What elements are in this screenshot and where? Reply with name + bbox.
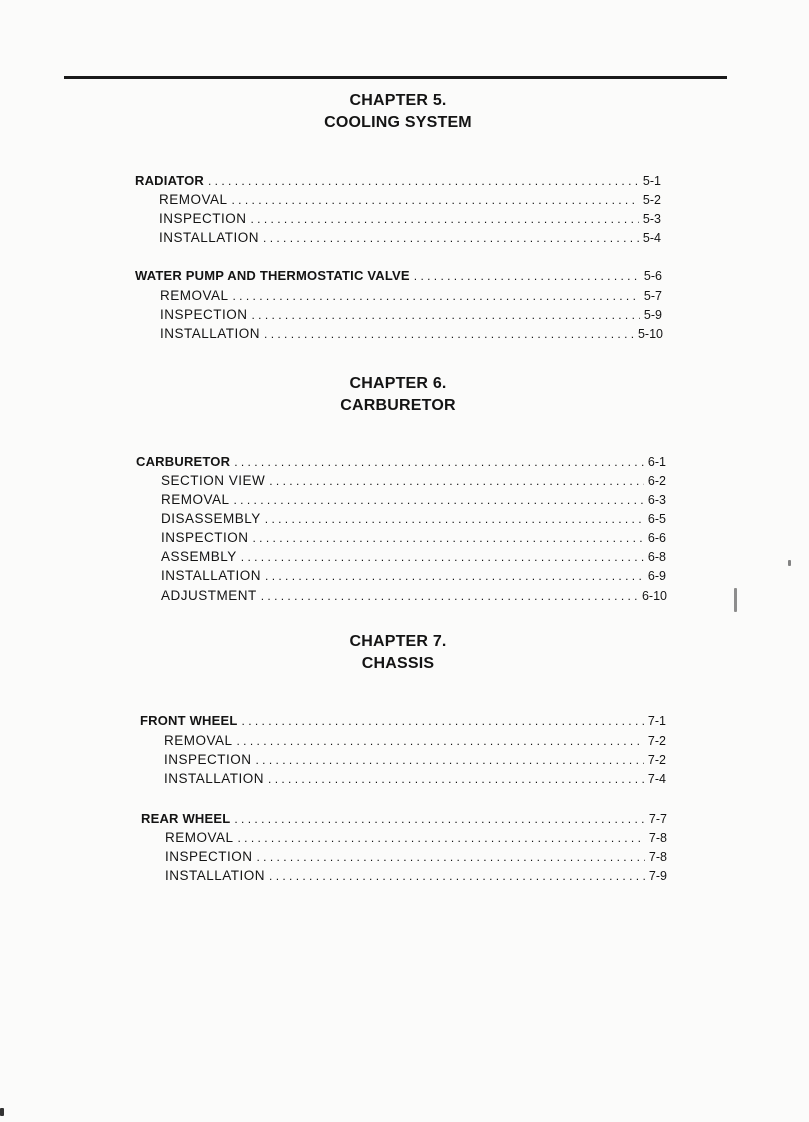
dot-leader xyxy=(251,210,639,228)
item-label: REMOVAL xyxy=(159,192,228,207)
item-label: INSPECTION xyxy=(165,849,253,864)
dot-leader xyxy=(264,325,634,343)
toc-item[interactable] xyxy=(161,587,667,605)
page-number: 6-9 xyxy=(647,569,666,583)
header-rule xyxy=(64,76,727,79)
toc-section-front-wheel[interactable] xyxy=(140,712,666,730)
page-number: 6-8 xyxy=(647,550,666,564)
toc-item[interactable] xyxy=(159,229,661,247)
dot-leader xyxy=(238,829,645,847)
page-number: 6-6 xyxy=(647,531,666,545)
dot-leader xyxy=(265,567,644,585)
item-label: INSTALLATION xyxy=(159,230,260,245)
item-label: INSTALLATION xyxy=(165,868,266,883)
toc-item[interactable] xyxy=(160,287,662,305)
toc-item[interactable] xyxy=(161,472,666,490)
toc-item[interactable] xyxy=(160,325,663,343)
page-number: 6-2 xyxy=(647,474,666,488)
scan-speck xyxy=(788,560,791,566)
chapter-5-title xyxy=(278,90,518,134)
page-number: 5-10 xyxy=(637,327,663,341)
section-label: WATER PUMP AND THERMOSTATIC VALVE xyxy=(135,268,410,283)
dot-leader xyxy=(208,172,639,190)
toc-item[interactable] xyxy=(161,491,666,509)
page-number: 7-7 xyxy=(648,812,667,826)
item-label: INSTALLATION xyxy=(161,568,262,583)
page-number: 5-3 xyxy=(642,212,661,226)
dot-leader xyxy=(252,306,640,324)
page-number: 6-10 xyxy=(641,589,667,603)
toc-item[interactable] xyxy=(164,732,666,750)
item-label: INSPECTION xyxy=(160,307,248,322)
toc-item[interactable] xyxy=(165,848,667,866)
dot-leader xyxy=(261,587,638,605)
item-label: ADJUSTMENT xyxy=(161,588,257,603)
dot-leader xyxy=(233,287,640,305)
scan-speck xyxy=(734,588,737,612)
dot-leader xyxy=(234,453,644,471)
page-number: 6-1 xyxy=(647,455,666,469)
page-number: 5-9 xyxy=(643,308,662,322)
scan-speck xyxy=(0,1108,4,1116)
item-label: ASSEMBLY xyxy=(161,549,237,564)
dot-leader xyxy=(242,712,644,730)
dot-leader xyxy=(256,751,644,769)
chapter-heading: CHAPTER 5. xyxy=(349,92,447,109)
page-number: 5-6 xyxy=(643,269,662,283)
page-number: 5-1 xyxy=(642,174,661,188)
toc-item[interactable] xyxy=(161,548,666,566)
toc-item[interactable] xyxy=(159,210,661,228)
toc-item[interactable] xyxy=(165,829,667,847)
toc-section-radiator[interactable] xyxy=(135,172,661,190)
chapter-6-title xyxy=(278,373,518,417)
page-number: 7-2 xyxy=(647,753,666,767)
toc-item[interactable] xyxy=(161,510,666,528)
item-label: INSTALLATION xyxy=(164,771,265,786)
chapter-name: COOLING SYSTEM xyxy=(324,114,472,131)
page-number: 7-9 xyxy=(648,869,667,883)
toc-item[interactable] xyxy=(165,867,667,885)
toc-item[interactable] xyxy=(164,751,666,769)
page-number: 5-4 xyxy=(642,231,661,245)
item-label: SECTION VIEW xyxy=(161,473,266,488)
dot-leader xyxy=(234,810,645,828)
item-label: INSTALLATION xyxy=(160,326,261,341)
dot-leader xyxy=(232,191,639,209)
dot-leader xyxy=(241,548,644,566)
item-label: REMOVAL xyxy=(161,492,230,507)
chapter-heading: CHAPTER 6. xyxy=(349,375,447,392)
section-label: CARBURETOR xyxy=(136,454,231,469)
item-label: INSPECTION xyxy=(161,530,249,545)
dot-leader xyxy=(237,732,644,750)
toc-item[interactable] xyxy=(160,306,662,324)
dot-leader xyxy=(265,510,644,528)
page-number: 5-7 xyxy=(643,289,662,303)
section-label: REAR WHEEL xyxy=(141,811,231,826)
dot-leader xyxy=(268,770,644,788)
dot-leader xyxy=(253,529,644,547)
page-number: 7-8 xyxy=(648,850,667,864)
dot-leader xyxy=(263,229,639,247)
dot-leader xyxy=(414,267,640,285)
section-label: FRONT WHEEL xyxy=(140,713,238,728)
page-number: 7-8 xyxy=(648,831,667,845)
dot-leader xyxy=(269,867,645,885)
page-number: 7-1 xyxy=(647,714,666,728)
item-label: INSPECTION xyxy=(164,752,252,767)
item-label: DISASSEMBLY xyxy=(161,511,261,526)
toc-section-water-pump[interactable] xyxy=(135,267,662,285)
dot-leader xyxy=(269,472,644,490)
toc-item[interactable] xyxy=(161,567,666,585)
section-label: RADIATOR xyxy=(135,173,205,188)
chapter-7-title xyxy=(278,631,518,675)
item-label: REMOVAL xyxy=(160,288,229,303)
chapter-name: CARBURETOR xyxy=(340,397,456,414)
toc-section-rear-wheel[interactable] xyxy=(141,810,667,828)
toc-item[interactable] xyxy=(159,191,661,209)
item-label: REMOVAL xyxy=(165,830,234,845)
page-number: 5-2 xyxy=(642,193,661,207)
page-number: 6-3 xyxy=(647,493,666,507)
dot-leader xyxy=(257,848,645,866)
page-number: 7-2 xyxy=(647,734,666,748)
dot-leader xyxy=(234,491,644,509)
chapter-name: CHASSIS xyxy=(361,655,435,672)
toc-item[interactable] xyxy=(161,529,666,547)
item-label: INSPECTION xyxy=(159,211,247,226)
toc-section-carburetor[interactable] xyxy=(136,453,666,471)
page-number: 7-4 xyxy=(647,772,666,786)
chapter-heading: CHAPTER 7. xyxy=(349,633,447,650)
item-label: REMOVAL xyxy=(164,733,233,748)
toc-item[interactable] xyxy=(164,770,666,788)
page-number: 6-5 xyxy=(647,512,666,526)
